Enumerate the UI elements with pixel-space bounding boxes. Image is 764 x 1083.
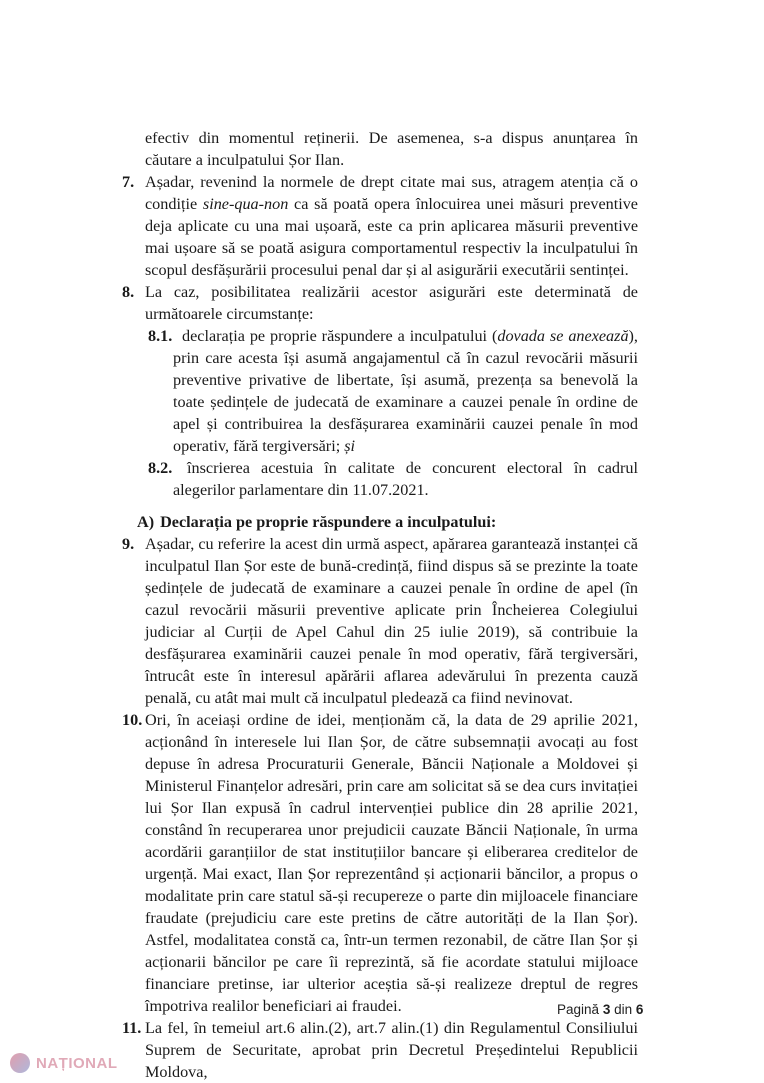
section-heading-letter: A) bbox=[137, 513, 155, 531]
paragraph-number: 11. bbox=[122, 1019, 142, 1037]
subparagraph-text: înscrierea acestuia în calitate de concurent electoral în cadrul alegerilor parlamentare din 11.07.2021. bbox=[173, 459, 638, 499]
subparagraph-number: 8.2. bbox=[148, 459, 173, 477]
paragraph-number: 10. bbox=[122, 711, 143, 729]
paragraph-number: 9. bbox=[122, 535, 135, 553]
paragraph-text: Așadar, revenind la normele de drept citate mai sus, atragem atenția că o condiție bbox=[145, 173, 638, 213]
paragraph-number: 7. bbox=[122, 173, 135, 191]
subparagraph-text: declarația pe proprie răspundere a inculpatului ( bbox=[182, 327, 498, 345]
paragraph-text: ca să poată opera înlocuirea unei măsuri preventive deja aplicate cu una mai ușoară, este ca prin aplicarea măsurii preventive mai ușoare să se poată asigura comportamentul respectiv la inculpatului în scopul desfășurării procesului penal dar și al asigurării executării sentinței. bbox=[145, 195, 638, 279]
watermark-text: NAȚIONAL bbox=[36, 1054, 118, 1072]
watermark bbox=[10, 1053, 118, 1073]
section-heading bbox=[137, 511, 638, 533]
subparagraph-8-2 bbox=[150, 457, 638, 501]
paragraph-italic: sine-qua-non bbox=[202, 195, 289, 213]
page-footer bbox=[557, 1002, 643, 1017]
paragraph-7 bbox=[122, 171, 638, 281]
subparagraph-text: ), prin care acesta își asumă angajamentul că în cazul revocării măsurii preventive privative de libertate, își asumă, prezența sa benevolă la toate ședințele de judecată de examinare a cauzei penale în ordine de apel și contribuirea la desfășurarea examinării cauzei penale în mod operativ, fără tergiversări; bbox=[173, 327, 638, 455]
paragraph-8 bbox=[122, 281, 638, 325]
paragraph-10 bbox=[122, 709, 638, 1017]
paragraph-text: Așadar, cu referire la acest din urmă aspect, apărarea garantează instanței că inculpatul Ilan Șor este de bună-credință, fiind dispus să se prezinte la toate ședințele de judecată de examinare a cauzei penale în ordine de apel (în cazul revocării măsurii preventive aplicate prin Încheierea Colegiului judiciar al Curții de Apel Cahul din 25 iulie 2019), să contribuie la desfășurarea examinării cauzei penale în mod operativ, fără tergiversări, întrucât este în interesul apărării aflarea adevărului în prezenta cauză penală, cu atât mai mult că inculpatul pledează ca fiind nevinovat. bbox=[145, 535, 638, 707]
current-page-number: 3 bbox=[602, 1002, 611, 1017]
subparagraph-italic: dovada se anexează bbox=[497, 327, 629, 345]
subparagraph-number: 8.1. bbox=[148, 327, 173, 345]
paragraph-text: La fel, în temeiul art.6 alin.(2), art.7 alin.(1) din Regulamentul Consiliului Suprem de Securitate, aprobat prin Decretul Președintelui Republicii Moldova, bbox=[145, 1019, 638, 1081]
paragraph-number: 8. bbox=[122, 283, 135, 301]
continuation-paragraph: efectiv din momentul reținerii. De asemenea, s-a dispus anunțarea în căutare a inculpatului Șor Ilan. bbox=[145, 129, 638, 169]
page-separator: din bbox=[614, 1002, 633, 1017]
paragraph-text: La caz, posibilitatea realizării acestor asigurări este determinată de următoarele circumstanțe: bbox=[145, 283, 638, 323]
total-pages-number: 6 bbox=[635, 1002, 644, 1017]
paragraph-11 bbox=[122, 1017, 638, 1083]
paragraph-9 bbox=[122, 533, 638, 709]
national-logo-icon bbox=[10, 1053, 30, 1073]
subparagraph-8-1 bbox=[150, 325, 638, 457]
document-body bbox=[122, 127, 638, 1083]
page-label: Pagină bbox=[557, 1002, 600, 1017]
subparagraph-italic-trailing: și bbox=[344, 437, 356, 455]
paragraph-text: Ori, în aceiași ordine de idei, menționăm că, la data de 29 aprilie 2021, acționând în interesele lui Ilan Șor, de către subsemnații avocați au fost depuse în adresa Procuraturii Generale, Băncii Naționale a Moldovei și Ministerul Finanțelor adresări, prin care am solicitat să se dea curs invitației lui Șor Ilan expusă în cadrul intervenției publice din 28 aprilie 2021, constând în recuperarea unor prejudicii cauzate Băncii Naționale, în urma acordării garanțiilor de stat instituțiilor bancare și eliberarea creditelor de urgență. Mai exact, Ilan Șor reprezentând și acționarii băncilor, a propus o modalitate prin care statul să-și recupereze o parte din mijloacele financiare fraudate (prejudiciu care este pretins de către autorități de la Ilan Șor). Astfel, modalitatea constă ca, într-un termen rezonabil, de către Ilan Șor și acționarii băncilor pe care îi reprezintă, să fie acordate statului mijloace financiare pretinse, iar ulterior aceștia să-și realizeze dreptul de regres împotriva realilor beneficiari ai fraudei. bbox=[145, 711, 638, 1015]
section-heading-title: Declarația pe proprie răspundere a inculpatului: bbox=[160, 513, 497, 531]
